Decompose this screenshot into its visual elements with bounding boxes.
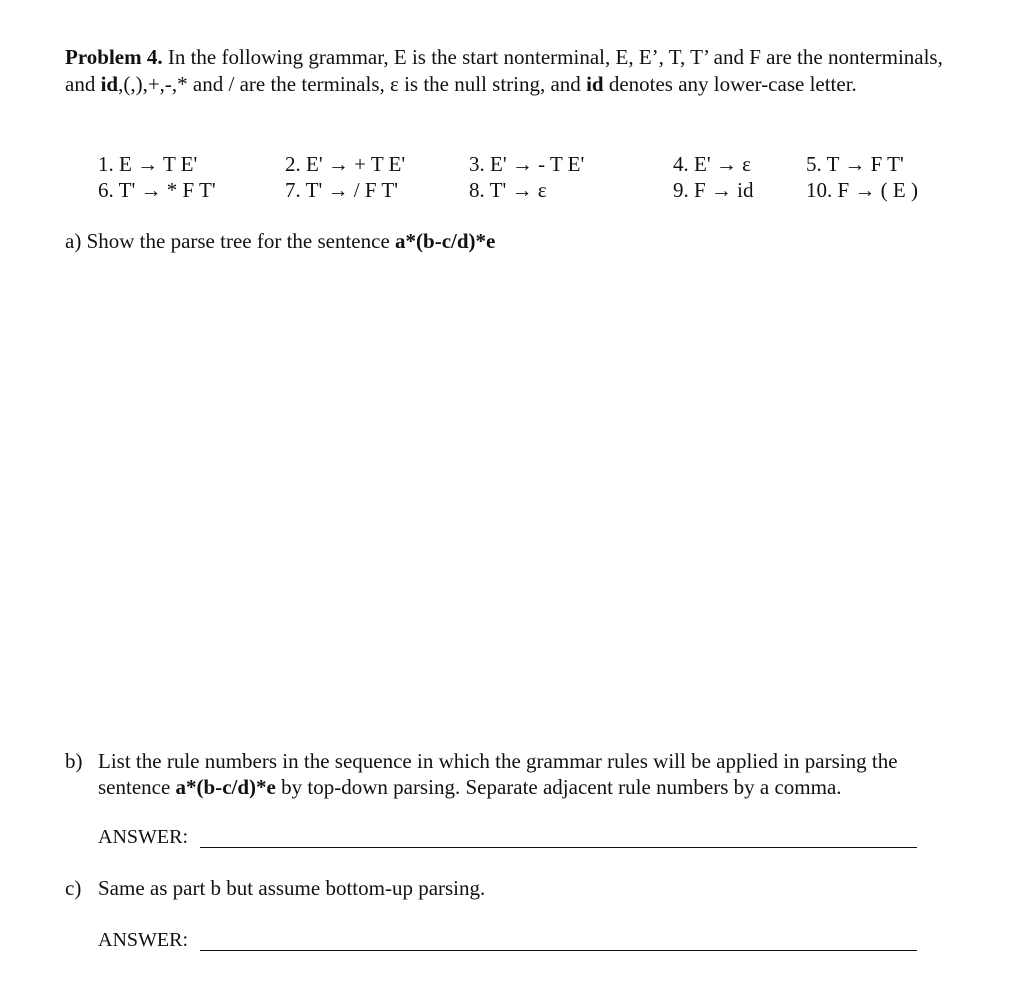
intro-text-1: In the following grammar, E is the start nonterminal, E, E’, T, T’ and F are the nonterminals, and	[65, 45, 943, 96]
part-b-tag: b)	[65, 749, 83, 773]
answer-label-b: ANSWER:	[98, 826, 188, 848]
answer-label-c: ANSWER:	[98, 929, 188, 951]
part-c-tag: c)	[65, 876, 82, 900]
sentence: a*(b-c/d)*e	[395, 229, 496, 253]
grammar-rule: 9. F → id	[673, 178, 754, 202]
grammar-rule: 1. E → T E'	[98, 152, 198, 176]
answer-line-b[interactable]	[200, 847, 917, 848]
problem-intro	[65, 44, 945, 98]
grammar-rule: 4. E' → ε	[673, 152, 751, 176]
grammar-rule: 7. T' → / F T'	[285, 178, 398, 202]
grammar-rule: 6. T' → * F T'	[98, 178, 216, 202]
sentence: a*(b-c/d)*e	[175, 775, 276, 799]
intro-text-3: denotes any lower-case letter.	[603, 72, 857, 96]
answer-line-c[interactable]	[200, 950, 917, 951]
part-a-question: a) Show the parse tree for the sentence a*(b-c/d)*e	[65, 229, 496, 253]
id-keyword: id	[100, 72, 119, 96]
grammar-rule: 10. F → ( E )	[806, 178, 918, 202]
intro-text-2: ,(,),+,-,* and / are the terminals, ε is the null string, and	[118, 72, 587, 96]
grammar-rule: 2. E' → + T E'	[285, 152, 406, 176]
grammar-rule: 3. E' → - T E'	[469, 152, 585, 176]
problem-label: Problem 4.	[65, 45, 163, 69]
id-keyword: id	[586, 72, 604, 96]
grammar-rule: 5. T → F T'	[806, 152, 904, 176]
part-c-question: c) Same as part b but assume bottom-up parsing.	[65, 876, 486, 900]
grammar-rule: 8. T' → ε	[469, 178, 547, 202]
part-b-question: b) List the rule numbers in the sequence in which the grammar rules will be applied in parsing the sentence a*(b-c/d)*e by top-down parsing. Separate adjacent rule numbers by a comma.	[65, 749, 898, 799]
